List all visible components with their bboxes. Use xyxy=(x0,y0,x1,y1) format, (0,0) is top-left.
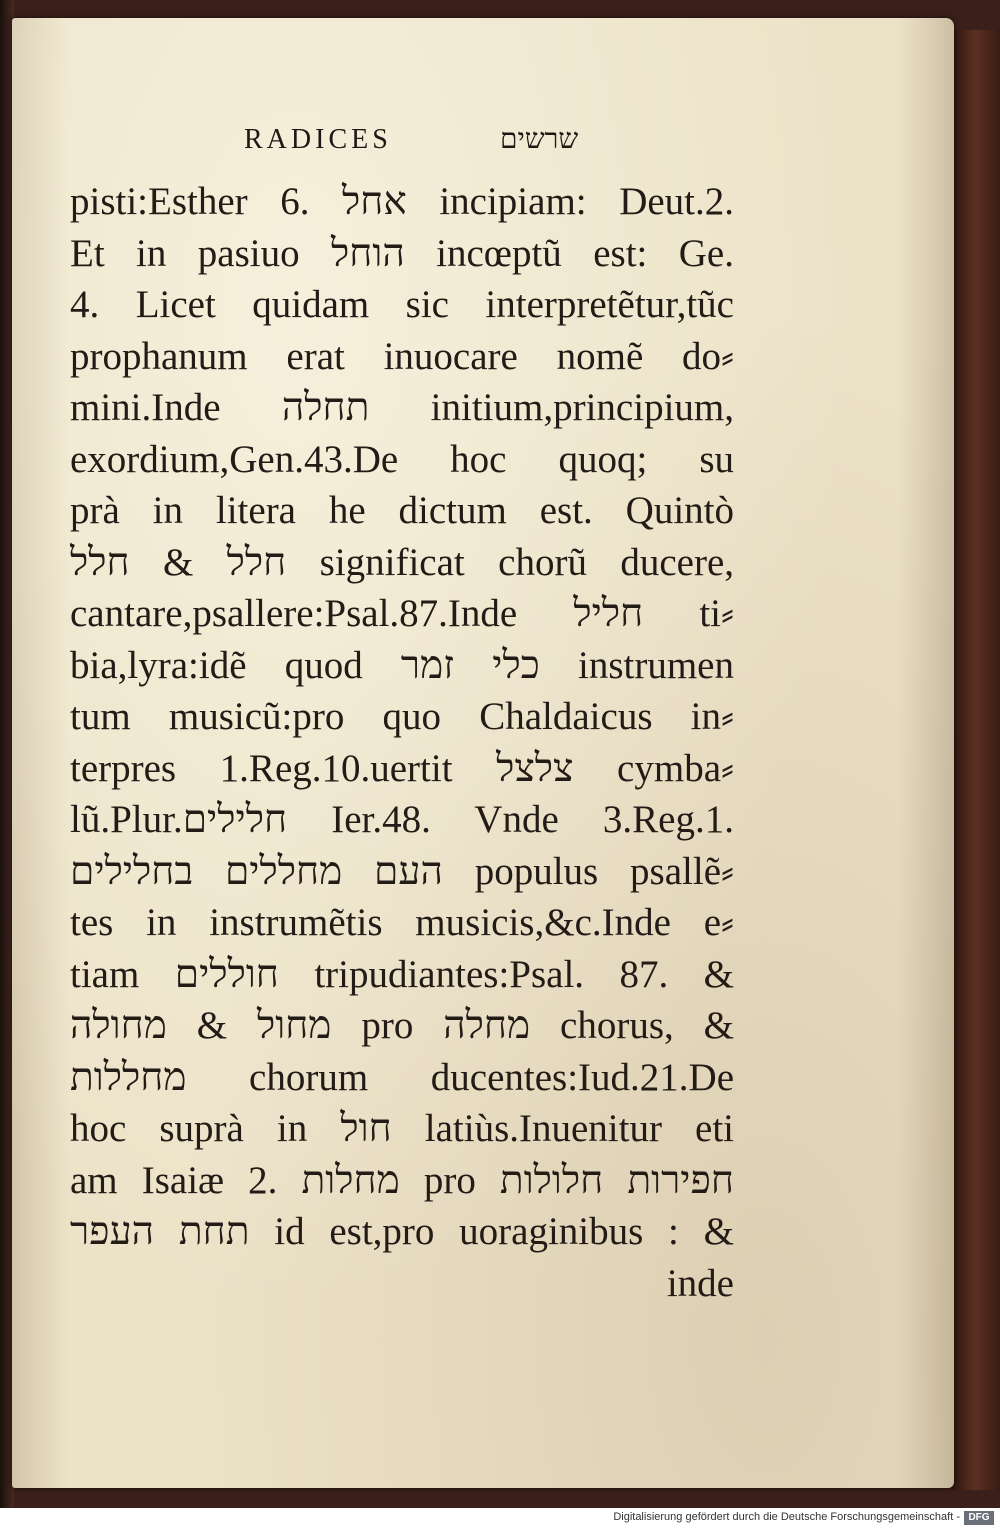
text-line: terpres 1.Reg.10.uertit צלצל cymba⸗ xyxy=(70,746,734,790)
running-head-latin: RADICES xyxy=(244,124,392,155)
text-line: העם מחללים בחלילים populus psallẽ⸗ xyxy=(70,849,734,893)
running-head-hebrew: שרשים xyxy=(500,124,579,155)
text-line: Et in pasiuo הוחל incœptũ est: Ge. xyxy=(70,231,734,275)
text-line: hoc suprà in חול latiùs.Inuenitur eti xyxy=(70,1107,734,1150)
book-right-edge xyxy=(950,30,1000,1490)
text-line: prophanum erat inuocare nomẽ do⸗ xyxy=(70,334,734,378)
text-line: prà in litera he dictum est. Quintò xyxy=(70,489,734,532)
text-line: tiam חוללים tripudiantes:Psal. 87. & xyxy=(70,952,734,996)
text-line: תחת העפר id est,pro uoraginibus : & xyxy=(70,1210,734,1253)
text-line: tes in instrumẽtis musicis,&c.Inde e⸗ xyxy=(70,901,734,944)
catchword: inde xyxy=(666,1261,734,1305)
text-line: 4. Licet quidam sic interpretẽtur,tũc xyxy=(70,283,734,326)
text-line: pisti:Esther 6. אחל incipiam: Deut.2. xyxy=(70,180,734,223)
funding-credit: Digitalisierung gefördert durch die Deutsche Forschungsgemeinschaft - xyxy=(613,1511,960,1523)
page-text-block xyxy=(70,176,734,1309)
footer-strip xyxy=(0,1508,1000,1529)
text-line: cantare,psallere:Psal.87.Inde חליל ti⸗ xyxy=(70,592,734,635)
dfg-logo-icon: DFG xyxy=(964,1511,994,1525)
text-line: exordium,Gen.43.De hoc quoq; su xyxy=(70,437,734,481)
text-line: bia,lyra:idẽ quod כלי זמר instrumen xyxy=(70,643,734,687)
text-line: חלל & חלל significat chorũ ducere, xyxy=(70,540,734,584)
text-line: מחול & מחולה pro מחלה chorus, & xyxy=(70,1004,734,1047)
running-head xyxy=(244,124,644,164)
text-line: מחללות chorum ducentes:Iud.21.De xyxy=(70,1055,734,1099)
text-line: tum musicũ:pro quo Chaldaicus in⸗ xyxy=(70,695,734,738)
text-line: lũ.Plur.חלילים Ier.48. Vnde 3.Reg.1. xyxy=(70,798,734,841)
text-line: am Isaiæ 2. מחלות pro חפירות חלולות xyxy=(70,1158,734,1202)
text-line: mini.Inde תחלה initium,principium, xyxy=(70,386,734,429)
